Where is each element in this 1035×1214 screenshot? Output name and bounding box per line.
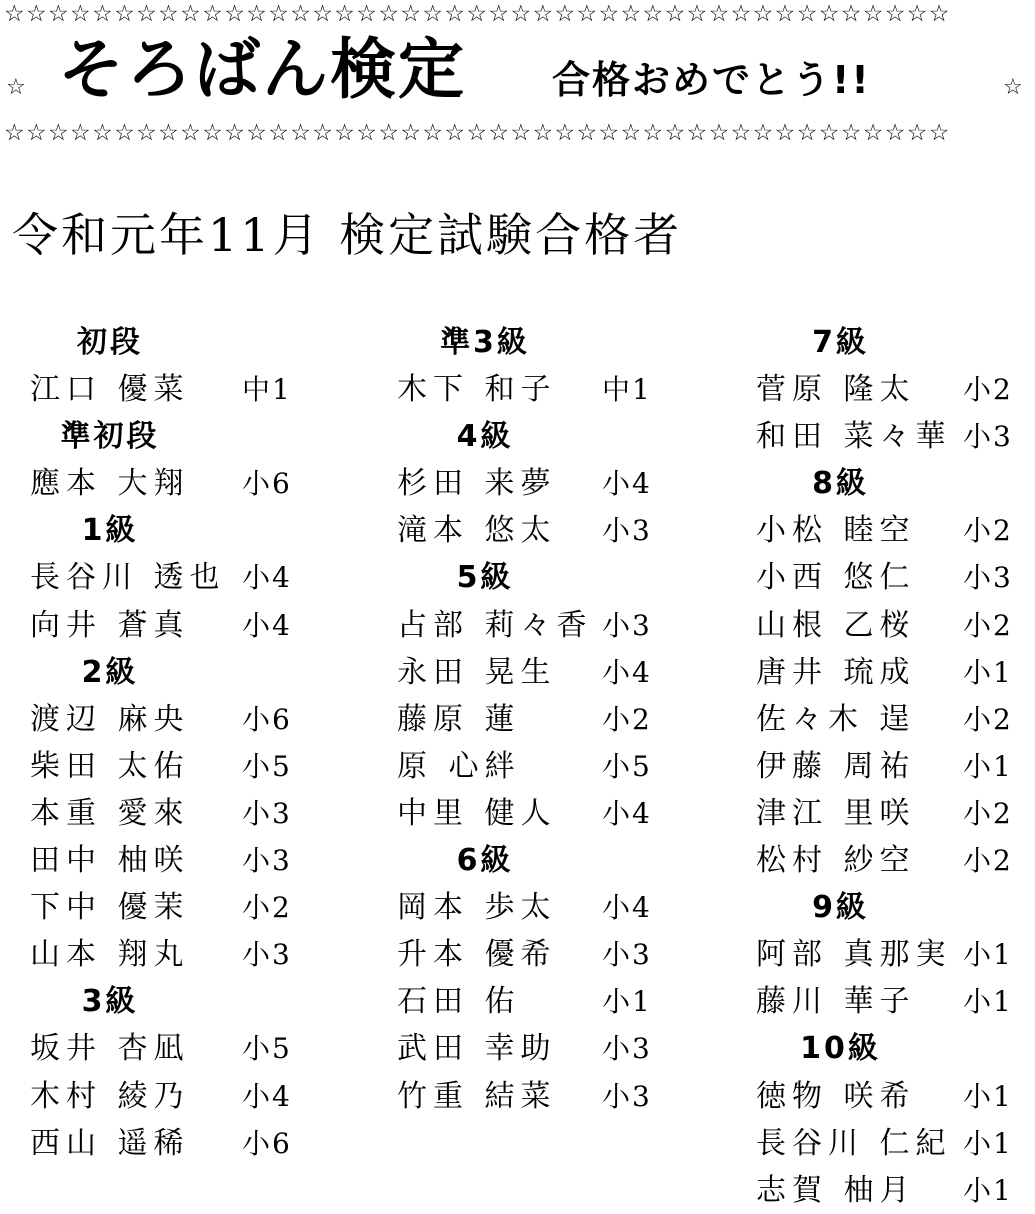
passer-row: [10, 837, 340, 884]
passer-name: 山本 翔丸: [30, 937, 190, 973]
results-column-2: [385, 319, 715, 1120]
banner-subtitle: 合格おめでとう!!: [552, 58, 871, 102]
school-grade: 小3: [602, 514, 652, 548]
passer-name: 小松 睦空: [756, 513, 916, 549]
grade-heading: 2級: [81, 654, 139, 690]
school-grade: 中1: [242, 373, 292, 407]
passer-row: [738, 696, 1035, 743]
passer-name: 岡本 歩太: [397, 890, 557, 926]
passer-name: 志賀 柚月: [756, 1172, 916, 1208]
passer-row: [385, 743, 715, 790]
passer-name: 江口 優菜: [30, 372, 190, 408]
passer-row: [385, 649, 715, 696]
passer-name: 石田 佑: [397, 984, 521, 1020]
star-icon-right: ☆: [1003, 75, 1023, 100]
passer-row: [10, 931, 340, 978]
school-grade: 小1: [963, 1173, 1013, 1207]
passer-row: [385, 1025, 715, 1072]
passer-name: 小西 悠仁: [756, 560, 916, 596]
passer-name: 田中 柚咲: [30, 843, 190, 879]
passer-name: 永田 晃生: [397, 654, 557, 690]
passer-row: [738, 837, 1035, 884]
school-grade: 小3: [963, 561, 1013, 595]
banner-title: そろばん検定: [58, 31, 466, 108]
passer-row: [738, 1167, 1035, 1214]
passer-row: [385, 366, 715, 413]
school-grade: 小5: [602, 749, 652, 783]
school-grade: 小6: [242, 702, 292, 736]
results-column-1: [10, 319, 340, 1167]
grade-heading: 10級: [800, 1031, 881, 1067]
passer-row: [738, 554, 1035, 601]
passer-row: [10, 696, 340, 743]
passer-name: 中里 健人: [397, 795, 557, 831]
grade-heading: 1級: [81, 513, 139, 549]
passer-row: [385, 978, 715, 1025]
passer-row: [738, 649, 1035, 696]
passer-name: 藤原 蓮: [397, 701, 521, 737]
passer-row: [10, 790, 340, 837]
passer-name: 柴田 太佑: [30, 748, 190, 784]
school-grade: 小5: [242, 749, 292, 783]
grade-heading: 8級: [812, 466, 869, 502]
star-border-bottom: ☆☆☆☆☆☆☆☆☆☆☆☆☆☆☆☆☆☆☆☆☆☆☆☆☆☆☆☆☆☆☆☆☆☆☆☆☆☆☆☆☆☆☆: [4, 120, 951, 146]
passer-name: 伊藤 周祐: [756, 748, 916, 784]
school-grade: 小1: [602, 985, 652, 1019]
passer-name: 佐々木 逞: [756, 701, 916, 737]
passer-name: 杉田 来夢: [397, 466, 557, 502]
grade-heading: 6級: [456, 843, 514, 879]
school-grade: 小3: [963, 420, 1013, 454]
passer-name: 武田 幸助: [397, 1031, 557, 1067]
passer-name: 津江 里咲: [756, 795, 916, 831]
school-grade: 小4: [242, 1079, 292, 1113]
school-grade: 小2: [963, 373, 1013, 407]
school-grade: 小1: [963, 938, 1013, 972]
school-grade: 小4: [242, 561, 292, 595]
passer-row: [738, 790, 1035, 837]
grade-heading: 7級: [812, 325, 869, 360]
passer-name: 山根 乙桜: [756, 607, 916, 643]
results-column-3: [738, 319, 1035, 1214]
grade-heading: 3級: [81, 984, 139, 1020]
school-grade: 小2: [963, 844, 1013, 878]
passer-name: 長谷川 仁紀: [756, 1125, 952, 1161]
school-grade: 小3: [242, 796, 292, 830]
passer-row: [738, 413, 1035, 460]
passer-name: 竹重 結菜: [397, 1078, 557, 1114]
school-grade: 小2: [963, 514, 1013, 548]
school-grade: 小1: [963, 1126, 1013, 1160]
passer-row: [10, 1025, 340, 1072]
school-grade: 小6: [242, 467, 292, 501]
passer-row: [385, 507, 715, 554]
passer-name: 原 心絆: [397, 748, 521, 784]
school-grade: 小3: [242, 844, 292, 878]
passer-name: 徳物 咲希: [756, 1078, 916, 1114]
passer-name: 升本 優希: [397, 937, 557, 973]
school-grade: 小3: [602, 1032, 652, 1066]
school-grade: 小4: [602, 891, 652, 925]
school-grade: 小1: [963, 655, 1013, 689]
grade-heading: 初段: [77, 325, 143, 360]
grade-heading: 準3級: [440, 325, 530, 360]
passer-name: 滝本 悠太: [397, 513, 557, 549]
school-grade: 小1: [963, 749, 1013, 783]
school-grade: 小4: [242, 608, 292, 642]
school-grade: 小4: [602, 796, 652, 830]
passer-row: [385, 602, 715, 649]
passer-name: 木村 綾乃: [30, 1078, 190, 1114]
passer-row: [738, 366, 1035, 413]
passer-row: [10, 554, 340, 601]
passer-row: [385, 884, 715, 931]
page-heading: 令和元年11月 検定試験合格者: [12, 208, 683, 262]
passer-row: [10, 1120, 340, 1167]
passer-name: 唐井 琉成: [756, 654, 916, 690]
star-border-top: ☆☆☆☆☆☆☆☆☆☆☆☆☆☆☆☆☆☆☆☆☆☆☆☆☆☆☆☆☆☆☆☆☆☆☆☆☆☆☆☆☆☆☆: [4, 1, 951, 27]
school-grade: 小2: [242, 891, 292, 925]
passer-row: [10, 366, 340, 413]
passer-row: [738, 931, 1035, 978]
passer-name: 阿部 真那実: [756, 937, 952, 973]
school-grade: 小2: [963, 702, 1013, 736]
grade-heading: 9級: [812, 890, 869, 926]
passer-name: 長谷川 透也: [30, 560, 226, 596]
passer-name: 西山 遥稀: [30, 1125, 190, 1161]
passer-row: [10, 460, 340, 507]
school-grade: 小3: [602, 1079, 652, 1113]
passer-name: 坂井 杏凪: [30, 1031, 190, 1067]
passer-name: 本重 愛來: [30, 795, 190, 831]
passer-row: [738, 743, 1035, 790]
passer-name: 占部 莉々香: [397, 607, 593, 643]
passer-name: 下中 優茉: [30, 890, 190, 926]
passer-row: [738, 507, 1035, 554]
passer-row: [385, 696, 715, 743]
passer-name: 松村 紗空: [756, 843, 916, 879]
school-grade: 小4: [602, 467, 652, 501]
passer-row: [10, 602, 340, 649]
school-grade: 小5: [242, 1032, 292, 1066]
passer-name: 向井 蒼真: [30, 607, 190, 643]
school-grade: 小2: [602, 702, 652, 736]
school-grade: 小3: [602, 608, 652, 642]
passer-name: 和田 菜々華: [756, 419, 952, 455]
passer-row: [385, 460, 715, 507]
passer-row: [10, 1073, 340, 1120]
school-grade: 小3: [602, 938, 652, 972]
passer-row: [738, 1120, 1035, 1167]
school-grade: 小1: [963, 1079, 1013, 1113]
school-grade: 中1: [602, 373, 652, 407]
school-grade: 小4: [602, 655, 652, 689]
passer-name: 渡辺 麻央: [30, 701, 190, 737]
passer-name: 菅原 隆太: [756, 372, 916, 408]
passer-row: [10, 743, 340, 790]
school-grade: 小1: [963, 985, 1013, 1019]
school-grade: 小2: [963, 608, 1013, 642]
passer-row: [385, 931, 715, 978]
grade-heading: 4級: [456, 419, 514, 455]
passer-row: [385, 790, 715, 837]
passer-name: 應本 大翔: [30, 466, 190, 502]
school-grade: 小2: [963, 796, 1013, 830]
passer-name: 木下 和子: [397, 372, 557, 408]
passer-name: 藤川 華子: [756, 984, 916, 1020]
school-grade: 小6: [242, 1126, 292, 1160]
passer-row: [10, 884, 340, 931]
passer-row: [385, 1073, 715, 1120]
star-icon-left: ☆: [6, 75, 26, 100]
grade-heading: 5級: [456, 560, 514, 596]
passer-row: [738, 978, 1035, 1025]
passer-row: [738, 1073, 1035, 1120]
passer-row: [738, 602, 1035, 649]
school-grade: 小3: [242, 938, 292, 972]
grade-heading: 準初段: [60, 419, 160, 455]
